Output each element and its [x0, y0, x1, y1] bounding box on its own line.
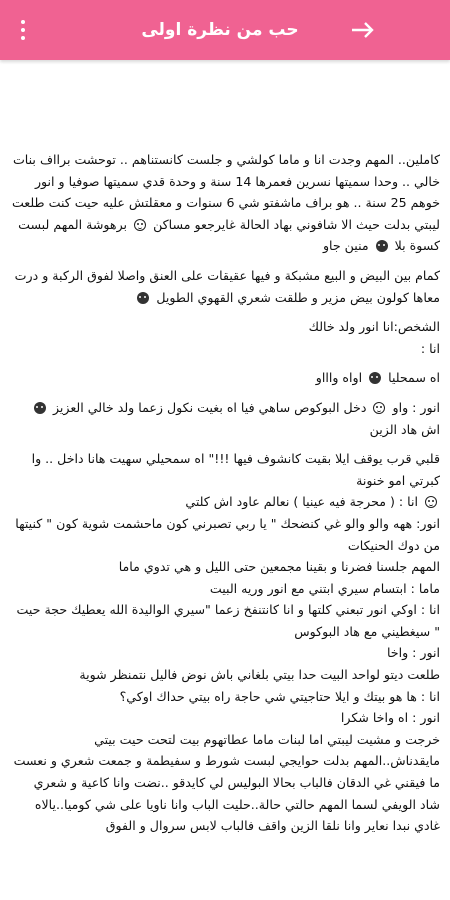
page-title: حب من نظرة اولى [141, 20, 299, 40]
arrow-right-icon[interactable] [348, 15, 378, 45]
smiley-icon [425, 496, 437, 508]
paragraph: كمام بين البيض و البيع مشبكة و فيها عقيقات على العنق واصلا لفوق الركبة و درت معاها كولون بيض مزير و طلقت شعري القهوي الطويل [14, 267, 440, 305]
paragraph: اه سمحليا اواه واااو [315, 370, 440, 386]
paragraph: الشخص:انا انور ولد خالك انا : [308, 319, 440, 356]
crying-face-icon [34, 402, 46, 414]
crying-face-icon [369, 372, 381, 384]
paragraph: كاملين.. المهم وجدت انا و ماما كولشي و جلست كانستناهم .. توحشت برااف بنات خالي .. وحدا سميتها نسرين فعمرها 14 سنة و وحدة قدي سميتها صوفيا و انور خوهم 25 سنة .. هو براف ماشفتو شي 6 سنوات و معقلتش عليه حيت كنت طلعت ليبتي بدلت حيث الا شافوني بهاد الحالة غايرجعو مساكن برهوشة المهم لبست كسوة بلا منين جاو [11, 152, 440, 254]
crying-face-icon [137, 292, 149, 304]
smiley-icon [373, 402, 385, 414]
more-vertical-icon[interactable] [14, 14, 32, 46]
smiley-icon [134, 219, 146, 231]
paragraph: قلبي قرب يوقف ايلا بقيت كانشوف فيها !!!" اه سمحيلي سهيت هانا داخل .. وا كبرتي امو خنونة انا : ( محرجة فيه عينيا ) نعالم عاود اش كلتي انور: ههه والو والو غي كنضحك " يا ربي تصبرني كون ماحشمت شوية كون " كنيتها من دوك الحنيكات المهم جلسنا فضرنا و بقينا مجمعين حتى الليل و هي تدوي ماما ماما : ابتسام سيري ابتني مع انور وريه البيت انا : اوكي انور تبعني كلتها و انا كانتنفخ زعما "سيري الواليدة الله يعطيك حجة حيت " سيغطيني مع هاد البوكوس انور : واخا طلعت ديتو لواحد البيت حدا بيتي بلغاني باش نوض فاليل نتمنظر شوية انا : ها هو بيتك و ايلا حتاجيتي شي حاجة راه بيتي حداك اوكي؟ انور : اه واخا شكرا خرجت و مشيت ليبتي اما لبنات ماما عطاتهوم بيت لتحت حيت بيتي مايقدناش..المهم بدلت حوايجي لبست شورط و سفيطمة و جمعت شعري و نعست ما فيقني غي الدقان فالباب بحالا البوليس لي كايدقو ..نضت وانا كاعية و شعري شاد الويفي لسما المهم حالتي حالة..حليت الباب وانا ناويا على شي كوميا..يالاه غادي نبدا نعاير وانا نلقا الزين واقف فالباب لابس سروال و الفوق [13, 451, 440, 834]
app-bar [0, 0, 450, 60]
story-text [10, 149, 440, 894]
paragraph: انور : واو دخل البوكوص ساهي فيا اه بغيت نكول زعما ولد خالي العزيز اش هاد الزين [10, 397, 440, 440]
crying-face-icon [376, 240, 388, 252]
